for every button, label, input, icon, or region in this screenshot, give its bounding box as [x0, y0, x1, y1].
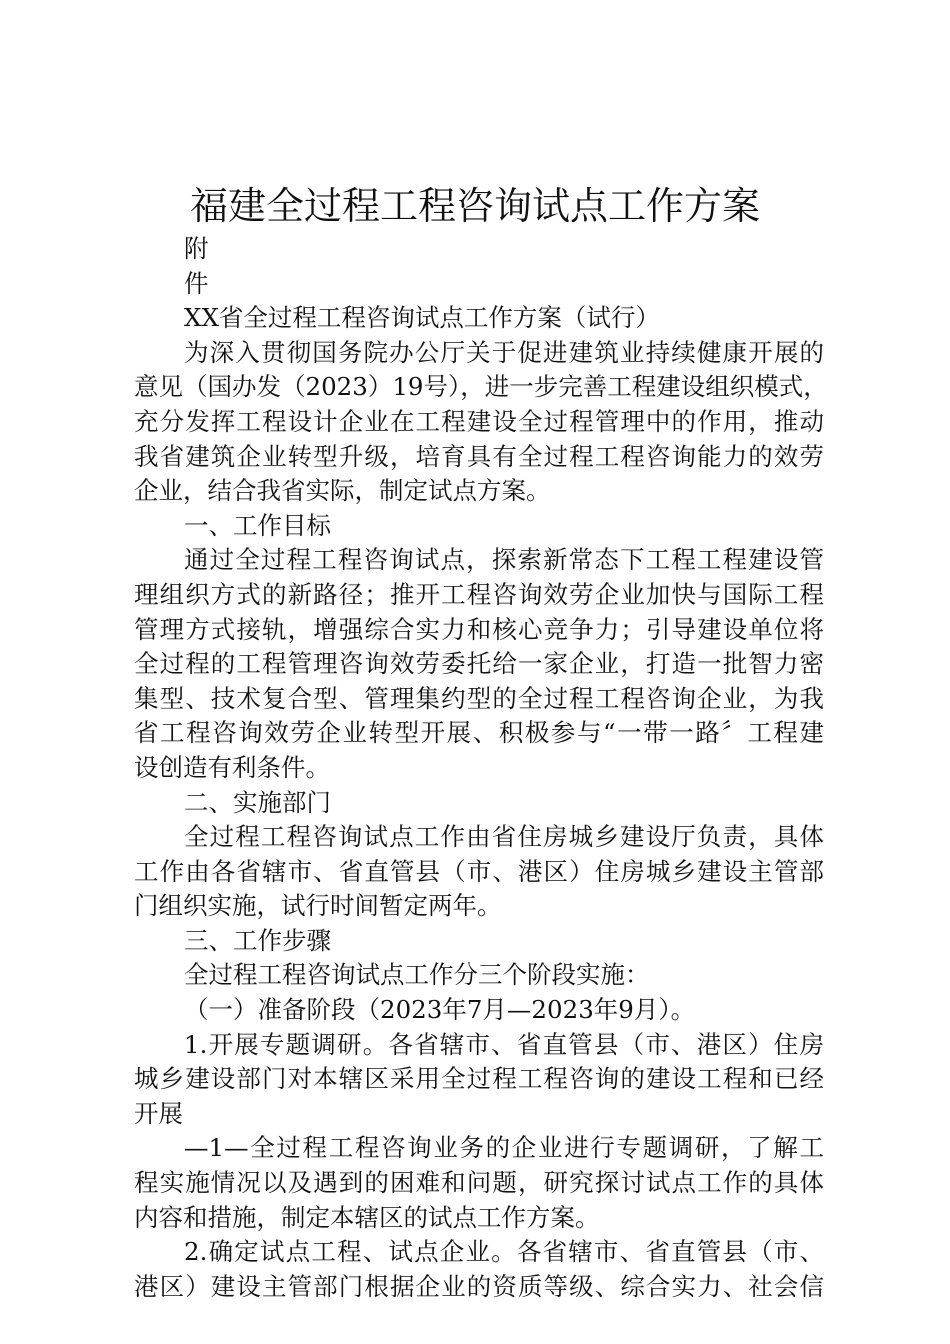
text-line: 门组织实施，试行时间暂定两年。 [134, 891, 502, 921]
text-line: 1.开展专题调研。各省辖市、省直管县（市、港区）住房 [184, 1029, 824, 1059]
text-line: 附 [184, 234, 209, 263]
text-line: 工作由各省辖市、省直管县（市、港区）住房城乡建设主管部 [134, 856, 824, 886]
text-line: 全过程工程咨询试点工作分三个阶段实施： [184, 960, 650, 990]
text-line: 为深入贯彻国务院办公厅关于促进建筑业持续健康开展的 [184, 337, 824, 367]
text-line: 理组织方式的新路径；推开工程咨询效劳企业加快与国际工程 [134, 579, 824, 609]
text-line: 我省建筑企业转型升级，培育具有全过程工程咨询能力的效劳 [134, 441, 824, 471]
text-line: —1—全过程工程咨询业务的企业进行专题调研，了解工 [184, 1133, 824, 1163]
text-line: 集型、技术复合型、管理集约型的全过程工程咨询企业，为我 [134, 683, 824, 713]
text-line: 全过程工程咨询试点工作由省住房城乡建设厅负责，具体 [184, 822, 824, 852]
text-line: 内容和措施，制定本辖区的试点工作方案。 [134, 1202, 600, 1232]
text-line: XX省全过程工程咨询试点工作方案（试行） [184, 303, 660, 333]
text-line: 全过程的工程管理咨询效劳委托给一家企业，打造一批智力密 [134, 649, 824, 679]
text-line: 设创造有利条件。 [134, 752, 330, 782]
text-line: 港区）建设主管部门根据企业的资质等级、综合实力、社会信 [134, 1271, 824, 1301]
text-line: 件 [184, 268, 209, 298]
text-line: 一、工作目标 [184, 510, 331, 540]
text-line: 通过全过程工程咨询试点，探索新常态下工程工程建设管 [184, 545, 824, 575]
text-line: （一）准备阶段（2023年7月—2023年9月）。 [184, 995, 696, 1025]
document-body [134, 232, 828, 1304]
text-line: 程实施情况以及遇到的困难和问题，研究探讨试点工作的具体 [134, 1168, 824, 1198]
text-line: 二、实施部门 [184, 787, 331, 817]
text-line: 三、工作步骤 [184, 925, 331, 955]
text-line: 充分发挥工程设计企业在工程建设全过程管理中的作用，推动 [134, 406, 824, 436]
text-line: 管理方式接轨，增强综合实力和核心竞争力；引导建设单位将 [134, 614, 824, 644]
text-line: 2.确定试点工程、试点企业。各省辖市、省直管县（市、 [184, 1237, 824, 1267]
text-line: 意见（国办发（2023）19号），进一步完善工程建设组织模式， [134, 372, 828, 402]
text-line: 企业，结合我省实际，制定试点方案。 [134, 476, 551, 506]
text-line: 省工程咨询效劳企业转型开展、积极参与“一带一路〞工程建 [134, 718, 824, 748]
text-line: 城乡建设部门对本辖区采用全过程工程咨询的建设工程和已经 [134, 1064, 824, 1094]
text-line: 开展 [134, 1098, 183, 1128]
document-title: 福建全过程工程咨询试点工作方案 [189, 184, 760, 228]
